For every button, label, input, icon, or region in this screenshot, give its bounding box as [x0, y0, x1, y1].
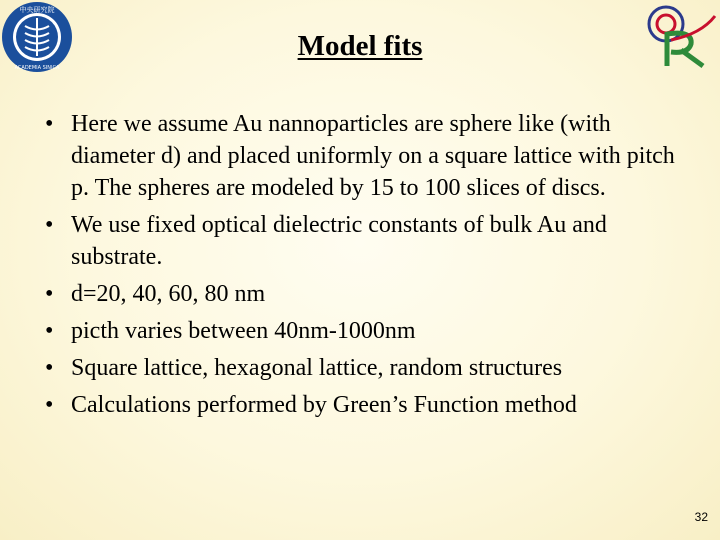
bullet-text: Calculations performed by Green’s Function method: [71, 392, 577, 418]
slide-title: Model fits: [297, 30, 423, 62]
bullet-text: Square lattice, hexagonal lattice, random structures: [71, 355, 563, 381]
bullet-list: [45, 108, 685, 426]
bullet-item: [45, 352, 685, 384]
page-number: 32: [694, 510, 708, 524]
bullet-item: [45, 389, 685, 421]
bullet-marker: •: [45, 212, 54, 238]
bullet-text: We use fixed optical dielectric constants of bulk Au and substrate.: [71, 212, 607, 270]
bullet-marker: •: [45, 111, 54, 137]
bullet-item: [45, 315, 685, 347]
bullet-marker: •: [45, 281, 54, 307]
bullet-item: [45, 209, 685, 273]
bullet-marker: •: [45, 355, 54, 381]
seal-ring-text-top: 中央研究院: [19, 6, 55, 14]
bullet-item: [45, 278, 685, 310]
bullet-marker: •: [45, 392, 54, 418]
bullet-text: Here we assume Au nannoparticles are sphere like (with diameter d) and placed uniformly on a square lattice with pitch p. The spheres are modeled by 15 to 100 slices of discs.: [71, 111, 675, 201]
bullet-text: picth varies between 40nm-1000nm: [71, 318, 416, 344]
bullet-item: [45, 108, 685, 204]
seal-ring-text-bottom: ACADEMIA SINICA: [14, 65, 60, 71]
bullet-marker: •: [45, 318, 54, 344]
bullet-text: d=20, 40, 60, 80 nm: [71, 281, 266, 307]
